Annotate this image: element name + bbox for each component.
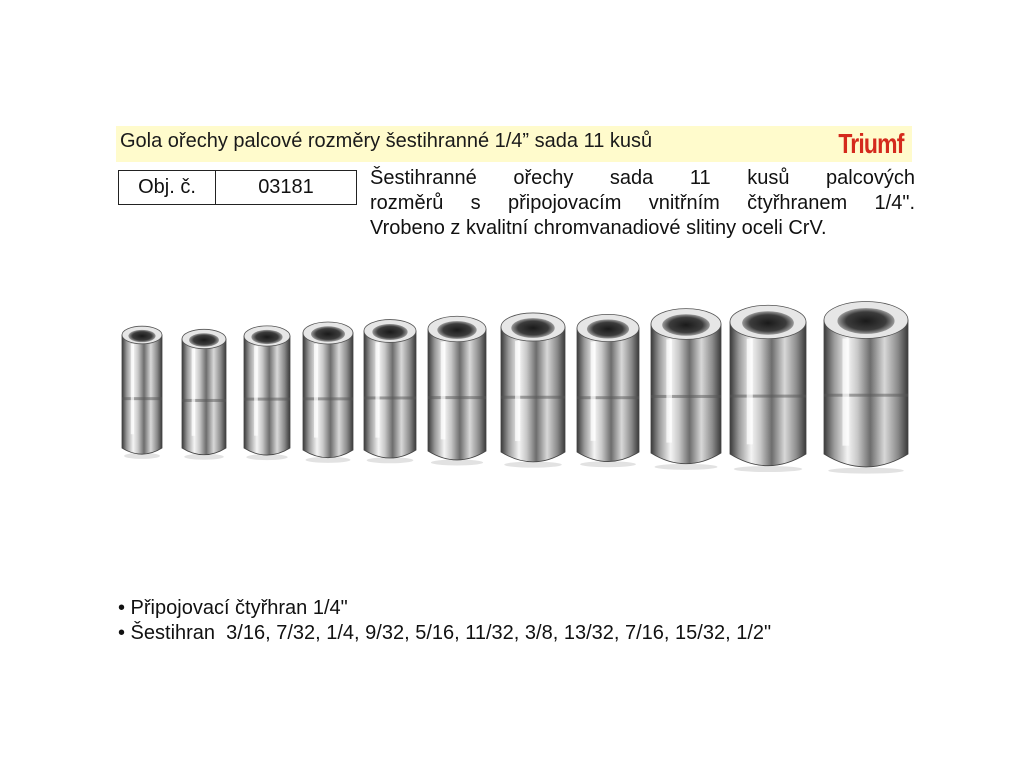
socket-illustration (122, 326, 162, 454)
socket-illustration (577, 314, 639, 461)
description-line: rozměrů s připojovacím vnitřním čtyřhranem 1/4". (370, 192, 915, 214)
socket-illustration (651, 309, 721, 464)
socket-illustration (182, 329, 226, 454)
feature-item: • Připojovací čtyřhran 1/4" (118, 597, 348, 619)
description-line: Šestihranné ořechy sada 11 kusů palcových (370, 167, 915, 189)
socket-illustration (730, 305, 806, 465)
product-title: Gola ořechy palcové rozměry šestihranné 1/4” sada 11 kusů (120, 130, 653, 152)
socket-illustration (244, 326, 290, 455)
order-code-label: Obj. č. (119, 171, 216, 205)
socket-illustration (501, 313, 565, 462)
socket-illustration (824, 302, 908, 467)
socket-set-image (100, 300, 930, 500)
title-bar (116, 126, 912, 162)
order-code-value: 03181 (216, 171, 357, 205)
sockets-group (122, 302, 908, 474)
product-description (370, 166, 915, 241)
order-code-table (118, 170, 357, 205)
feature-item: • Šestihran 3/16, 7/32, 1/4, 9/32, 5/16, 11/32, 3/8, 13/32, 7/16, 15/32, 1/2" (118, 622, 772, 644)
socket-illustration (303, 322, 353, 458)
socket-illustration (428, 316, 486, 460)
brand-logo: Triumf (838, 128, 904, 159)
description-line: Vrobeno z kvalitní chromvanadiové slitiny oceli CrV. (370, 217, 827, 239)
feature-list (118, 596, 771, 646)
socket-illustration (364, 320, 416, 458)
